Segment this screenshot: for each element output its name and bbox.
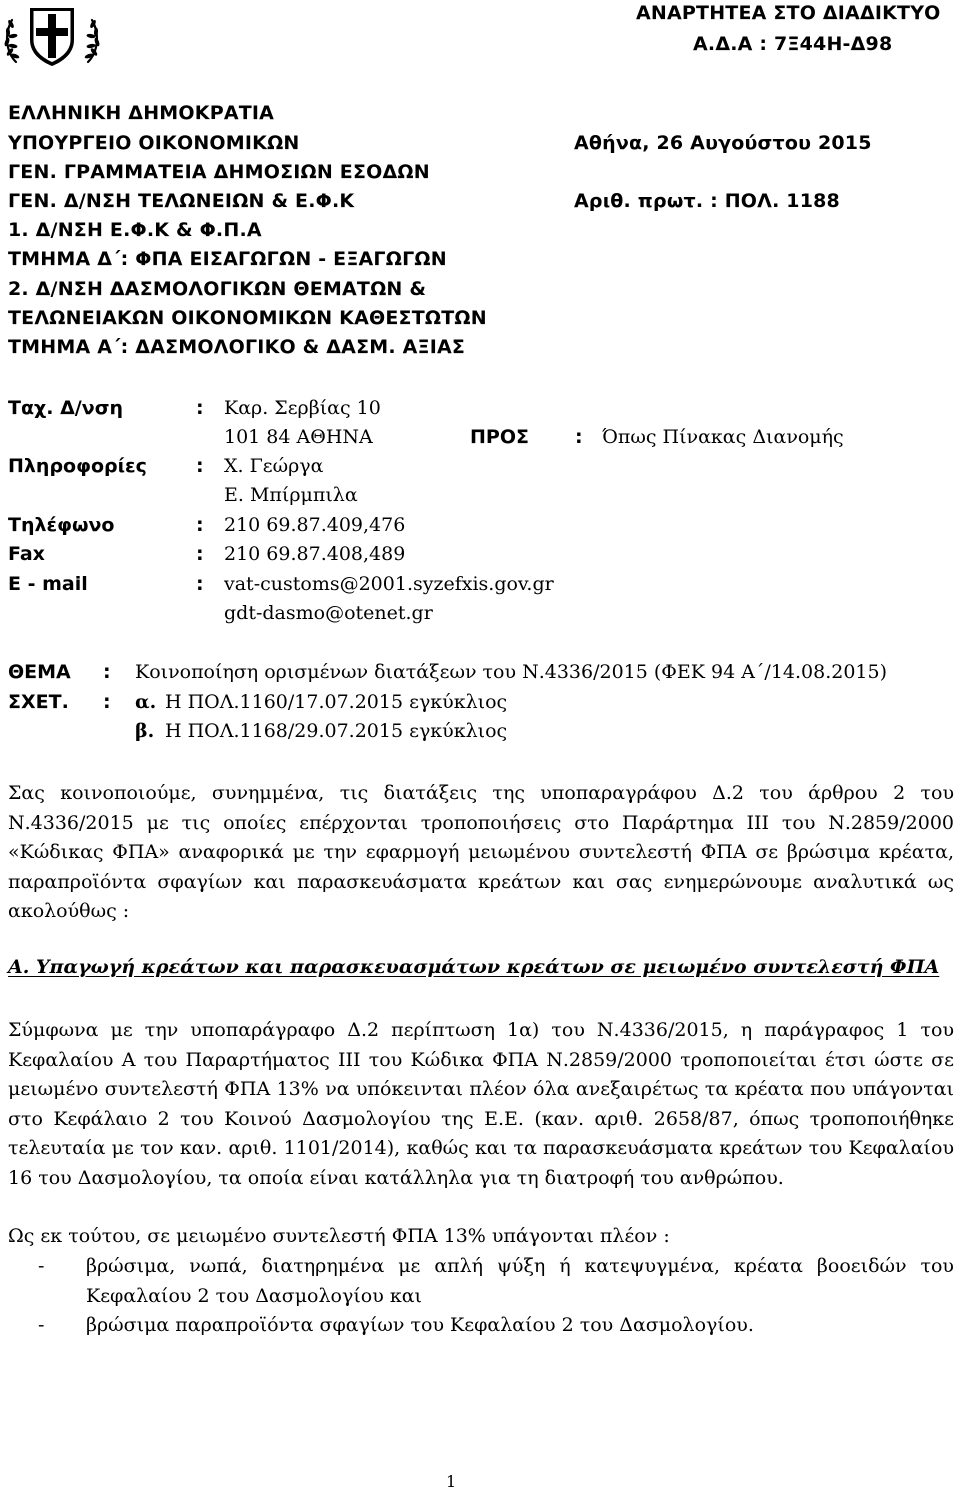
section-a-lead-in: Ως εκ τούτου, σε μειωμένο συντελεστή ΦΠΑ 13% υπάγονται πλέον : bbox=[8, 1225, 670, 1247]
bullet-text: βρώσιμα παραπροϊόντα σφαγίων του Κεφαλαίου 2 του Δασμολογίου. bbox=[86, 1314, 754, 1336]
address-label: Ταχ. Δ/νση bbox=[8, 397, 124, 419]
page-number: 1 bbox=[446, 1472, 457, 1491]
info-line1: Χ. Γεώργα bbox=[224, 455, 324, 477]
header-line-1: ΕΛΛΗΝΙΚΗ ΔΗΜΟΚΡΑΤΙΑ bbox=[8, 102, 275, 124]
publish-notice-line1: ΑΝΑΡΤΗΤΕΑ ΣΤΟ ΔΙΑΔΙΚΤΥΟ bbox=[636, 2, 941, 24]
email-colon: : bbox=[196, 573, 204, 595]
to-value: Όπως Πίνακας Διανομής bbox=[602, 426, 844, 448]
info-line2: Ε. Μπίρμπιλα bbox=[224, 484, 358, 506]
fax-label: Fax bbox=[8, 543, 45, 565]
references-label: ΣΧΕΤ. bbox=[8, 691, 69, 713]
info-colon: : bbox=[196, 455, 204, 477]
bullet-dash: - bbox=[38, 1314, 45, 1336]
intro-paragraph: Σας κοινοποιούμε, συνημμένα, τις διατάξεις της υποπαραγράφου Δ.2 του άρθρου 2 του Ν.4336/2015 με τις οποίες επέρχονται τροποποιήσεις στο Παράρτημα ΙΙΙ του Ν.2859/2000 «Κώδικας ΦΠΑ» αναφορικά με την εφαρμογή μειωμένου συντελεστή ΦΠΑ σε βρώσιμα κρέατα, παραπροϊόντα σφαγίων και παρασκευάσματα κρεάτων και σας ενημερώνουμε αναλυτικά ως ακολούθως : bbox=[8, 782, 954, 922]
header-line-8: ΤΕΛΩΝΕΙΑΚΩΝ ΟΙΚΟΝΟΜΙΚΩΝ ΚΑΘΕΣΤΩΤΩΝ bbox=[8, 307, 487, 329]
phone-colon: : bbox=[196, 514, 204, 536]
subject-text: Κοινοποίηση ορισμένων διατάξεων του Ν.4336/2015 (ΦΕΚ 94 Α΄/14.08.2015) bbox=[135, 661, 888, 683]
greek-emblem-icon bbox=[0, 0, 104, 70]
reference-a-text: Η ΠΟΛ.1160/17.07.2015 εγκύκλιος bbox=[165, 691, 508, 713]
protocol-number: Αριθ. πρωτ. : ΠΟΛ. 1188 bbox=[574, 190, 840, 212]
reference-b-prefix: β. bbox=[135, 720, 155, 742]
publish-notice-ada: Α.Δ.Α : 7Ξ44Η-Δ98 bbox=[693, 33, 893, 55]
header-line-5: 1. Δ/ΝΣΗ Ε.Φ.Κ & Φ.Π.Α bbox=[8, 219, 262, 241]
reference-a-prefix: α. bbox=[135, 691, 157, 713]
email-label: E - mail bbox=[8, 573, 88, 595]
header-line-3: ΓΕΝ. ΓΡΑΜΜΑΤΕΙΑ ΔΗΜΟΣΙΩΝ ΕΣΟΔΩΝ bbox=[8, 161, 430, 183]
to-colon: : bbox=[575, 426, 583, 448]
reference-b-text: Η ΠΟΛ.1168/29.07.2015 εγκύκλιος bbox=[165, 720, 508, 742]
to-label: ΠΡΟΣ bbox=[470, 426, 529, 448]
address-colon: : bbox=[196, 397, 204, 419]
document-date: Αθήνα, 26 Αυγούστου 2015 bbox=[574, 132, 872, 154]
list-item bbox=[8, 1252, 954, 1311]
bullet-text: βρώσιμα, νωπά, διατηρημένα με απλή ψύξη ή κατεψυγμένα, κρέατα βοοειδών του Κεφαλαίου 2 του Δασμολογίου και bbox=[86, 1255, 954, 1307]
email-2[interactable]: gdt-dasmo@otenet.gr bbox=[224, 602, 433, 624]
address-line1: Καρ. Σερβίας 10 bbox=[224, 397, 381, 419]
header-line-6: ΤΜΗΜΑ Δ΄: ΦΠΑ ΕΙΣΑΓΩΓΩΝ - ΕΞΑΓΩΓΩΝ bbox=[8, 248, 447, 270]
bullet-dash: - bbox=[38, 1255, 45, 1277]
subject-colon: : bbox=[103, 661, 111, 683]
email-1[interactable]: vat-customs@2001.syzefxis.gov.gr bbox=[224, 573, 554, 595]
phone-value: 210 69.87.409,476 bbox=[224, 514, 406, 536]
address-line2: 101 84 ΑΘΗΝΑ bbox=[224, 426, 373, 448]
subject-label: ΘΕΜΑ bbox=[8, 661, 71, 683]
phone-label: Τηλέφωνο bbox=[8, 514, 115, 536]
list-item bbox=[8, 1311, 954, 1341]
info-label: Πληροφορίες bbox=[8, 455, 147, 477]
header-line-4: ΓΕΝ. Δ/ΝΣΗ ΤΕΛΩΝΕΙΩΝ & Ε.Φ.Κ bbox=[8, 190, 355, 212]
fax-value: 210 69.87.408,489 bbox=[224, 543, 406, 565]
header-line-2: ΥΠΟΥΡΓΕΙΟ ΟΙΚΟΝΟΜΙΚΩΝ bbox=[8, 132, 300, 154]
header-line-9: ΤΜΗΜΑ Α΄: ΔΑΣΜΟΛΟΓΙΚΟ & ΔΑΣΜ. ΑΞΙΑΣ bbox=[8, 336, 466, 358]
section-a-paragraph: Σύμφωνα με την υποπαράγραφο Δ.2 περίπτωση 1α) του Ν.4336/2015, η παράγραφος 1 του Κεφαλαίου Α του Παραρτήματος ΙΙΙ του Κώδικα ΦΠΑ Ν.2859/2000 τροποποιείται έτσι ώστε σε μειωμένο συντελεστή ΦΠΑ 13% να υπόκεινται πλέον όλα ανεξαιρέτως τα κρέατα που υπάγονται στο Κεφάλαιο 2 του Κοινού Δασμολογίου της Ε.Ε. (καν. αριθ. 2658/87, όπως τροποποιήθηκε τελευταία με τον καν. αριθ. 1101/2014), καθώς και τα παρασκευάσματα κρεάτων του Κεφαλαίου 16 του Δασμολογίου, τα οποία είναι κατάλληλα για τη διατροφή του ανθρώπου. bbox=[8, 1019, 954, 1189]
references-colon: : bbox=[103, 691, 111, 713]
header-line-7: 2. Δ/ΝΣΗ ΔΑΣΜΟΛΟΓΙΚΩΝ ΘΕΜΑΤΩΝ & bbox=[8, 278, 427, 300]
section-a-title: Α. Υπαγωγή κρεάτων και παρασκευασμάτων κρεάτων σε μειωμένο συντελεστή ΦΠΑ bbox=[8, 956, 940, 978]
fax-colon: : bbox=[196, 543, 204, 565]
